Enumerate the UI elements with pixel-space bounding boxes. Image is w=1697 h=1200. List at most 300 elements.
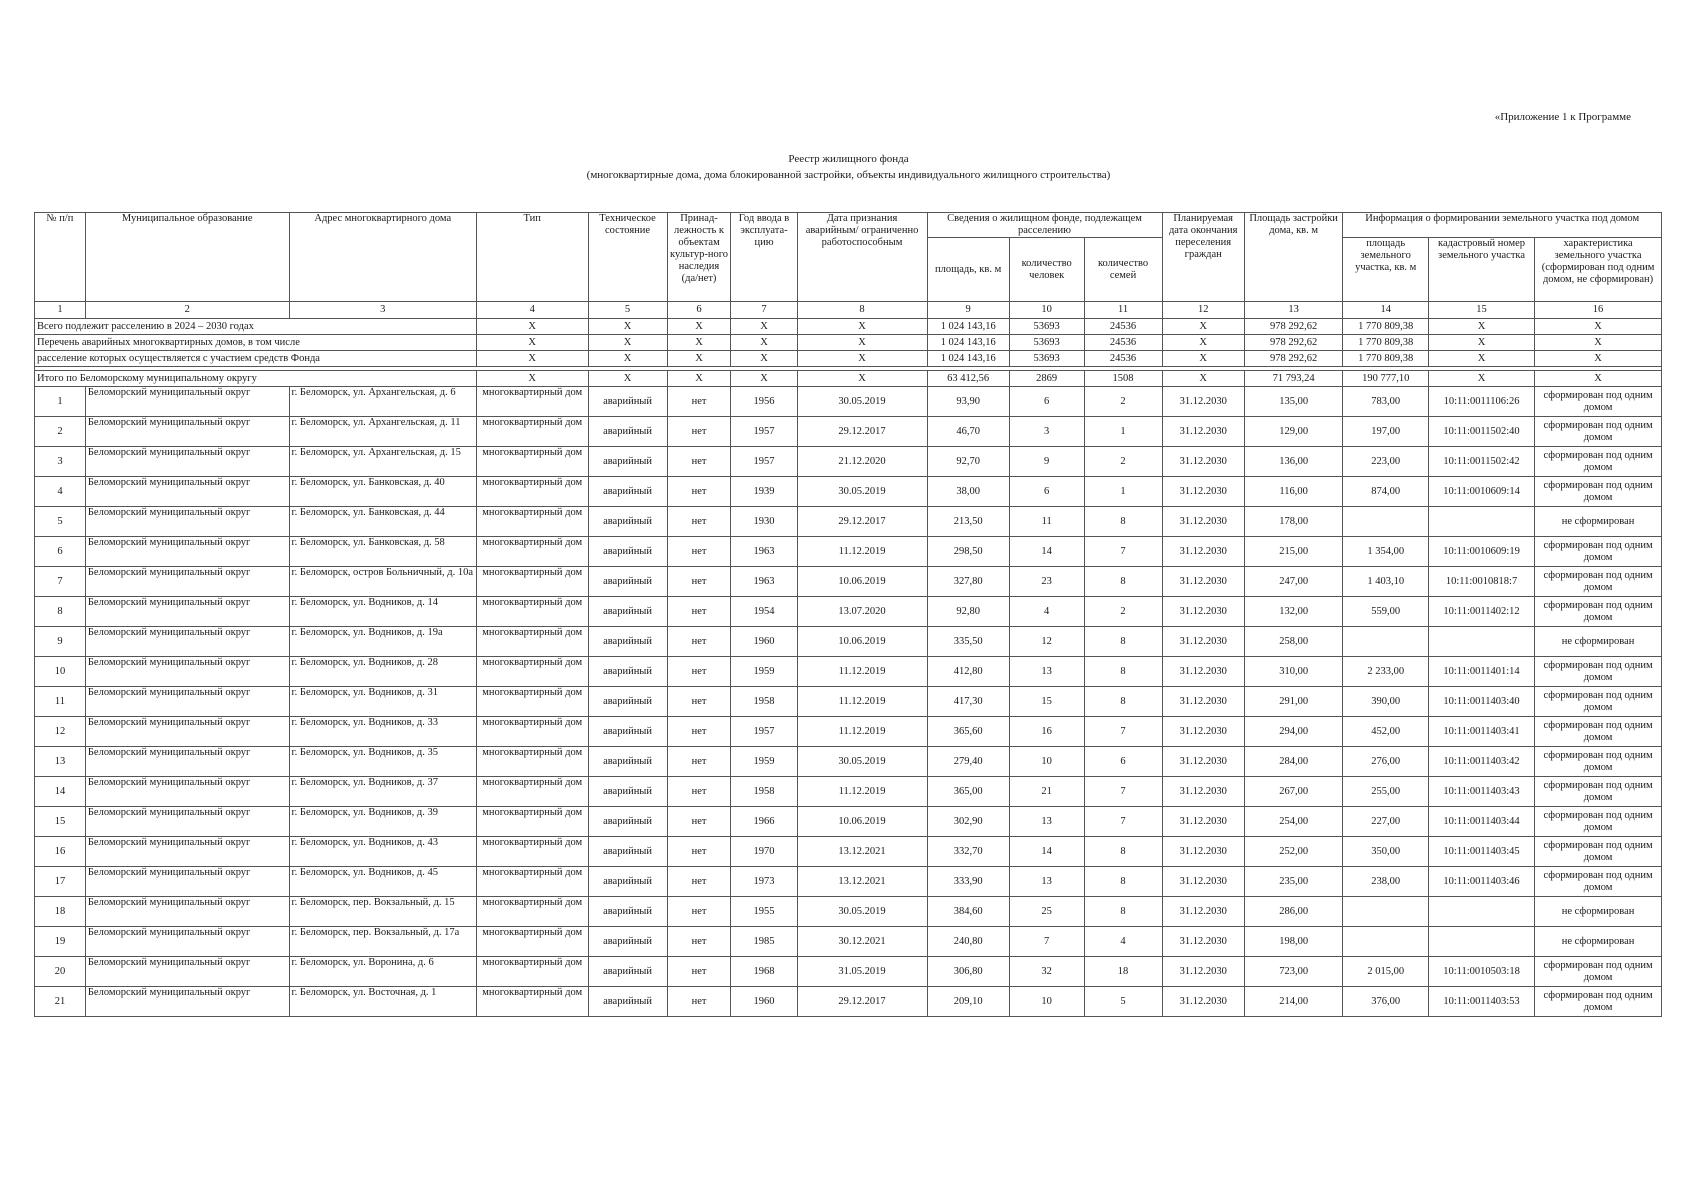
emergency-date: 11.12.2019 xyxy=(797,777,927,807)
people-count: 4 xyxy=(1009,597,1084,627)
municipality: Беломорский муниципальный округ xyxy=(85,477,289,507)
area: 365,00 xyxy=(927,777,1009,807)
type: многоквартирный дом xyxy=(476,777,588,807)
build-area: 252,00 xyxy=(1244,837,1343,867)
summary-cell-c14: 1 770 809,38 xyxy=(1343,319,1429,335)
summary-cell-c13: 978 292,62 xyxy=(1244,351,1343,367)
municipality: Беломорский муниципальный округ xyxy=(85,387,289,417)
summary-cell-c11: 1508 xyxy=(1084,371,1162,387)
summary-cell-c9: 1 024 143,16 xyxy=(927,319,1009,335)
type: многоквартирный дом xyxy=(476,507,588,537)
table-row xyxy=(35,807,1662,837)
people-count: 11 xyxy=(1009,507,1084,537)
emergency-date: 21.12.2020 xyxy=(797,447,927,477)
condition: аварийный xyxy=(588,387,667,417)
municipality: Беломорский муниципальный округ xyxy=(85,627,289,657)
cadastral-number: 10:11:0011403:53 xyxy=(1428,987,1534,1017)
summary-cell-c4: X xyxy=(476,319,588,335)
build-area: 129,00 xyxy=(1244,417,1343,447)
heritage: нет xyxy=(667,627,731,657)
housing-registry-table xyxy=(34,212,1662,1017)
summary-label: расселение которых осуществляется с участием средств Фонда xyxy=(35,351,477,367)
address: г. Беломорск, ул. Водников, д. 35 xyxy=(289,747,476,777)
type: многоквартирный дом xyxy=(476,837,588,867)
condition: аварийный xyxy=(588,777,667,807)
family-count: 7 xyxy=(1084,777,1162,807)
land-area xyxy=(1343,507,1429,537)
planned-date: 31.12.2030 xyxy=(1162,597,1244,627)
build-area: 116,00 xyxy=(1244,477,1343,507)
land-area: 350,00 xyxy=(1343,837,1429,867)
emergency-date: 30.05.2019 xyxy=(797,747,927,777)
build-area: 723,00 xyxy=(1244,957,1343,987)
build-area: 135,00 xyxy=(1244,387,1343,417)
emergency-date: 13.07.2020 xyxy=(797,597,927,627)
emergency-date: 29.12.2017 xyxy=(797,507,927,537)
land-area: 223,00 xyxy=(1343,447,1429,477)
col-header-emergency-date: Дата признания аварийным/ ограниченно работоспособным xyxy=(797,213,927,302)
summary-cell-c12: X xyxy=(1162,351,1244,367)
row-number: 8 xyxy=(35,597,86,627)
heritage: нет xyxy=(667,897,731,927)
address: г. Беломорск, ул. Водников, д. 33 xyxy=(289,717,476,747)
table-row xyxy=(35,987,1662,1017)
summary-label: Итого по Беломорскому муниципальному округу xyxy=(35,371,477,387)
emergency-date: 29.12.2017 xyxy=(797,417,927,447)
summary-cell-c15: X xyxy=(1428,319,1534,335)
type: многоквартирный дом xyxy=(476,447,588,477)
cadastral-number: 10:11:0011403:43 xyxy=(1428,777,1534,807)
year: 1973 xyxy=(731,867,797,897)
area: 209,10 xyxy=(927,987,1009,1017)
type: многоквартирный дом xyxy=(476,747,588,777)
heritage: нет xyxy=(667,687,731,717)
planned-date: 31.12.2030 xyxy=(1162,987,1244,1017)
municipality: Беломорский муниципальный округ xyxy=(85,867,289,897)
summary-cell-c12: X xyxy=(1162,371,1244,387)
cadastral-number xyxy=(1428,627,1534,657)
address: г. Беломорск, ул. Водников, д. 28 xyxy=(289,657,476,687)
summary-cell-c9: 1 024 143,16 xyxy=(927,335,1009,351)
year: 1958 xyxy=(731,687,797,717)
heritage: нет xyxy=(667,537,731,567)
summary-cell-c6: X xyxy=(667,371,731,387)
row-number: 11 xyxy=(35,687,86,717)
planned-date: 31.12.2030 xyxy=(1162,627,1244,657)
table-row xyxy=(35,567,1662,597)
col-group-land: Информация о формировании земельного участка под домом xyxy=(1343,213,1662,238)
family-count: 1 xyxy=(1084,417,1162,447)
area: 38,00 xyxy=(927,477,1009,507)
summary-cell-c6: X xyxy=(667,351,731,367)
column-number: 13 xyxy=(1244,302,1343,319)
table-row xyxy=(35,897,1662,927)
year: 1985 xyxy=(731,927,797,957)
people-count: 6 xyxy=(1009,387,1084,417)
people-count: 13 xyxy=(1009,657,1084,687)
family-count: 8 xyxy=(1084,657,1162,687)
address: г. Беломорск, ул. Банковская, д. 58 xyxy=(289,537,476,567)
land-area: 255,00 xyxy=(1343,777,1429,807)
type: многоквартирный дом xyxy=(476,537,588,567)
summary-cell-c16: X xyxy=(1535,335,1662,351)
summary-cell-c4: X xyxy=(476,335,588,351)
land-char: не сформирован xyxy=(1535,897,1662,927)
build-area: 215,00 xyxy=(1244,537,1343,567)
people-count: 9 xyxy=(1009,447,1084,477)
land-char: сформирован под одним домом xyxy=(1535,657,1662,687)
year: 1968 xyxy=(731,957,797,987)
summary-cell-c4: X xyxy=(476,351,588,367)
row-number: 18 xyxy=(35,897,86,927)
year: 1954 xyxy=(731,597,797,627)
municipality: Беломорский муниципальный округ xyxy=(85,537,289,567)
cadastral-number: 10:11:0010818:7 xyxy=(1428,567,1534,597)
land-area: 276,00 xyxy=(1343,747,1429,777)
summary-cell-c10: 2869 xyxy=(1009,371,1084,387)
cadastral-number: 10:11:0011403:45 xyxy=(1428,837,1534,867)
cadastral-number: 10:11:0010503:18 xyxy=(1428,957,1534,987)
land-char: сформирован под одним домом xyxy=(1535,777,1662,807)
summary-row xyxy=(35,351,1662,367)
municipality: Беломорский муниципальный округ xyxy=(85,597,289,627)
land-area xyxy=(1343,927,1429,957)
land-area: 1 403,10 xyxy=(1343,567,1429,597)
municipality: Беломорский муниципальный округ xyxy=(85,447,289,477)
build-area: 214,00 xyxy=(1244,987,1343,1017)
land-char: сформирован под одним домом xyxy=(1535,447,1662,477)
emergency-date: 30.05.2019 xyxy=(797,387,927,417)
address: г. Беломорск, ул. Водников, д. 37 xyxy=(289,777,476,807)
build-area: 291,00 xyxy=(1244,687,1343,717)
address: г. Беломорск, пер. Вокзальный, д. 17а xyxy=(289,927,476,957)
land-char: сформирован под одним домом xyxy=(1535,567,1662,597)
family-count: 2 xyxy=(1084,447,1162,477)
condition: аварийный xyxy=(588,477,667,507)
land-area: 376,00 xyxy=(1343,987,1429,1017)
col-header-people: количество человек xyxy=(1009,238,1084,302)
condition: аварийный xyxy=(588,447,667,477)
document-title-block xyxy=(0,151,1697,183)
row-number: 10 xyxy=(35,657,86,687)
heritage: нет xyxy=(667,837,731,867)
table-row xyxy=(35,507,1662,537)
build-area: 136,00 xyxy=(1244,447,1343,477)
cadastral-number: 10:11:0011402:12 xyxy=(1428,597,1534,627)
municipality: Беломорский муниципальный округ xyxy=(85,837,289,867)
build-area: 286,00 xyxy=(1244,897,1343,927)
condition: аварийный xyxy=(588,627,667,657)
emergency-date: 11.12.2019 xyxy=(797,687,927,717)
summary-cell-c16: X xyxy=(1535,351,1662,367)
heritage: нет xyxy=(667,927,731,957)
year: 1930 xyxy=(731,507,797,537)
summary-cell-c16: X xyxy=(1535,371,1662,387)
area: 46,70 xyxy=(927,417,1009,447)
cadastral-number: 10:11:0011403:41 xyxy=(1428,717,1534,747)
planned-date: 31.12.2030 xyxy=(1162,417,1244,447)
summary-cell-c13: 978 292,62 xyxy=(1244,319,1343,335)
land-area xyxy=(1343,627,1429,657)
build-area: 247,00 xyxy=(1244,567,1343,597)
land-area xyxy=(1343,897,1429,927)
cadastral-number: 10:11:0011502:42 xyxy=(1428,447,1534,477)
column-number: 4 xyxy=(476,302,588,319)
heritage: нет xyxy=(667,507,731,537)
address: г. Беломорск, пер. Вокзальный, д. 15 xyxy=(289,897,476,927)
municipality: Беломорский муниципальный округ xyxy=(85,657,289,687)
table-row xyxy=(35,867,1662,897)
area: 93,90 xyxy=(927,387,1009,417)
family-count: 4 xyxy=(1084,927,1162,957)
build-area: 178,00 xyxy=(1244,507,1343,537)
planned-date: 31.12.2030 xyxy=(1162,927,1244,957)
condition: аварийный xyxy=(588,807,667,837)
year: 1939 xyxy=(731,477,797,507)
address: г. Беломорск, ул. Архангельская, д. 11 xyxy=(289,417,476,447)
type: многоквартирный дом xyxy=(476,717,588,747)
family-count: 8 xyxy=(1084,687,1162,717)
planned-date: 31.12.2030 xyxy=(1162,867,1244,897)
summary-cell-c8: X xyxy=(797,319,927,335)
row-number: 19 xyxy=(35,927,86,957)
family-count: 8 xyxy=(1084,867,1162,897)
area: 335,50 xyxy=(927,627,1009,657)
emergency-date: 30.12.2021 xyxy=(797,927,927,957)
planned-date: 31.12.2030 xyxy=(1162,687,1244,717)
year: 1958 xyxy=(731,777,797,807)
type: многоквартирный дом xyxy=(476,927,588,957)
land-char: сформирован под одним домом xyxy=(1535,957,1662,987)
address: г. Беломорск, остров Больничный, д. 10а xyxy=(289,567,476,597)
heritage: нет xyxy=(667,447,731,477)
type: многоквартирный дом xyxy=(476,657,588,687)
year: 1960 xyxy=(731,987,797,1017)
summary-cell-c10: 53693 xyxy=(1009,335,1084,351)
address: г. Беломорск, ул. Водников, д. 43 xyxy=(289,837,476,867)
table-row xyxy=(35,417,1662,447)
summary-cell-c9: 63 412,56 xyxy=(927,371,1009,387)
heritage: нет xyxy=(667,477,731,507)
emergency-date: 11.12.2019 xyxy=(797,537,927,567)
year: 1959 xyxy=(731,657,797,687)
land-char: сформирован под одним домом xyxy=(1535,417,1662,447)
row-number: 13 xyxy=(35,747,86,777)
family-count: 18 xyxy=(1084,957,1162,987)
header-row xyxy=(35,213,1662,238)
year: 1956 xyxy=(731,387,797,417)
column-number: 9 xyxy=(927,302,1009,319)
land-area: 2 233,00 xyxy=(1343,657,1429,687)
year: 1959 xyxy=(731,747,797,777)
table-row xyxy=(35,777,1662,807)
table-row xyxy=(35,447,1662,477)
year: 1957 xyxy=(731,447,797,477)
area: 92,80 xyxy=(927,597,1009,627)
land-char: сформирован под одним домом xyxy=(1535,717,1662,747)
row-number: 9 xyxy=(35,627,86,657)
summary-cell-c15: X xyxy=(1428,335,1534,351)
area: 384,60 xyxy=(927,897,1009,927)
land-area: 227,00 xyxy=(1343,807,1429,837)
people-count: 21 xyxy=(1009,777,1084,807)
cadastral-number: 10:11:0011403:46 xyxy=(1428,867,1534,897)
family-count: 2 xyxy=(1084,597,1162,627)
summary-cell-c7: X xyxy=(731,351,797,367)
cadastral-number: 10:11:0010609:19 xyxy=(1428,537,1534,567)
column-number-row xyxy=(35,302,1662,319)
cadastral-number: 10:11:0011502:40 xyxy=(1428,417,1534,447)
row-number: 15 xyxy=(35,807,86,837)
build-area: 294,00 xyxy=(1244,717,1343,747)
heritage: нет xyxy=(667,387,731,417)
type: многоквартирный дом xyxy=(476,567,588,597)
area: 306,80 xyxy=(927,957,1009,987)
area: 298,50 xyxy=(927,537,1009,567)
people-count: 14 xyxy=(1009,837,1084,867)
municipality: Беломорский муниципальный округ xyxy=(85,987,289,1017)
build-area: 235,00 xyxy=(1244,867,1343,897)
address: г. Беломорск, ул. Водников, д. 14 xyxy=(289,597,476,627)
address: г. Беломорск, ул. Водников, д. 39 xyxy=(289,807,476,837)
summary-cell-c15: X xyxy=(1428,351,1534,367)
condition: аварийный xyxy=(588,657,667,687)
condition: аварийный xyxy=(588,897,667,927)
land-char: сформирован под одним домом xyxy=(1535,687,1662,717)
municipality: Беломорский муниципальный округ xyxy=(85,507,289,537)
summary-cell-c4: X xyxy=(476,371,588,387)
municipality: Беломорский муниципальный округ xyxy=(85,567,289,597)
heritage: нет xyxy=(667,567,731,597)
area: 92,70 xyxy=(927,447,1009,477)
year: 1970 xyxy=(731,837,797,867)
people-count: 32 xyxy=(1009,957,1084,987)
condition: аварийный xyxy=(588,987,667,1017)
land-area: 559,00 xyxy=(1343,597,1429,627)
table-row xyxy=(35,837,1662,867)
family-count: 8 xyxy=(1084,897,1162,927)
row-number: 5 xyxy=(35,507,86,537)
cadastral-number: 10:11:0011106:26 xyxy=(1428,387,1534,417)
family-count: 7 xyxy=(1084,537,1162,567)
summary-cell-c13: 71 793,24 xyxy=(1244,371,1343,387)
row-number: 14 xyxy=(35,777,86,807)
people-count: 25 xyxy=(1009,897,1084,927)
people-count: 6 xyxy=(1009,477,1084,507)
summary-cell-c7: X xyxy=(731,335,797,351)
document-subtitle: (многоквартирные дома, дома блокированной застройки, объекты индивидуального жилищного строительства) xyxy=(586,169,1111,181)
year: 1957 xyxy=(731,717,797,747)
summary-cell-c11: 24536 xyxy=(1084,351,1162,367)
land-area: 238,00 xyxy=(1343,867,1429,897)
planned-date: 31.12.2030 xyxy=(1162,897,1244,927)
year: 1955 xyxy=(731,897,797,927)
people-count: 10 xyxy=(1009,747,1084,777)
condition: аварийный xyxy=(588,597,667,627)
heritage: нет xyxy=(667,747,731,777)
people-count: 3 xyxy=(1009,417,1084,447)
col-header-heritage: Принад-лежность к объектам культур-ного наследия (да/нет) xyxy=(667,213,731,302)
type: многоквартирный дом xyxy=(476,867,588,897)
col-header-build-area: Площадь застройки дома, кв. м xyxy=(1244,213,1343,302)
table-row xyxy=(35,747,1662,777)
municipality: Беломорский муниципальный округ xyxy=(85,807,289,837)
condition: аварийный xyxy=(588,747,667,777)
planned-date: 31.12.2030 xyxy=(1162,507,1244,537)
land-char: не сформирован xyxy=(1535,507,1662,537)
land-area: 452,00 xyxy=(1343,717,1429,747)
column-number: 5 xyxy=(588,302,667,319)
col-group-housing: Сведения о жилищном фонде, подлежащем расселению xyxy=(927,213,1162,238)
type: многоквартирный дом xyxy=(476,627,588,657)
row-number: 3 xyxy=(35,447,86,477)
emergency-date: 10.06.2019 xyxy=(797,627,927,657)
emergency-date: 13.12.2021 xyxy=(797,867,927,897)
type: многоквартирный дом xyxy=(476,597,588,627)
family-count: 1 xyxy=(1084,477,1162,507)
condition: аварийный xyxy=(588,417,667,447)
land-char: сформирован под одним домом xyxy=(1535,597,1662,627)
build-area: 254,00 xyxy=(1244,807,1343,837)
land-char: сформирован под одним домом xyxy=(1535,537,1662,567)
summary-row xyxy=(35,371,1662,387)
summary-label: Перечень аварийных многоквартирных домов, в том числе xyxy=(35,335,477,351)
year: 1963 xyxy=(731,567,797,597)
summary-cell-c16: X xyxy=(1535,319,1662,335)
build-area: 267,00 xyxy=(1244,777,1343,807)
summary-label: Всего подлежит расселению в 2024 – 2030 годах xyxy=(35,319,477,335)
type: многоквартирный дом xyxy=(476,417,588,447)
address: г. Беломорск, ул. Воронина, д. 6 xyxy=(289,957,476,987)
summary-cell-c8: X xyxy=(797,335,927,351)
planned-date: 31.12.2030 xyxy=(1162,657,1244,687)
table-row xyxy=(35,927,1662,957)
family-count: 6 xyxy=(1084,747,1162,777)
family-count: 8 xyxy=(1084,567,1162,597)
type: многоквартирный дом xyxy=(476,687,588,717)
column-number: 14 xyxy=(1343,302,1429,319)
column-number: 16 xyxy=(1535,302,1662,319)
column-number: 2 xyxy=(85,302,289,319)
municipality: Беломорский муниципальный округ xyxy=(85,927,289,957)
cadastral-number: 10:11:0010609:14 xyxy=(1428,477,1534,507)
summary-cell-c10: 53693 xyxy=(1009,319,1084,335)
heritage: нет xyxy=(667,657,731,687)
cadastral-number: 10:11:0011401:14 xyxy=(1428,657,1534,687)
people-count: 23 xyxy=(1009,567,1084,597)
heritage: нет xyxy=(667,867,731,897)
planned-date: 31.12.2030 xyxy=(1162,957,1244,987)
emergency-date: 10.06.2019 xyxy=(797,807,927,837)
emergency-date: 13.12.2021 xyxy=(797,837,927,867)
emergency-date: 31.05.2019 xyxy=(797,957,927,987)
heritage: нет xyxy=(667,597,731,627)
area: 332,70 xyxy=(927,837,1009,867)
land-char: сформирован под одним домом xyxy=(1535,477,1662,507)
planned-date: 31.12.2030 xyxy=(1162,537,1244,567)
summary-cell-c14: 1 770 809,38 xyxy=(1343,351,1429,367)
col-header-land-char: характеристика земельного участка (сформирован под одним домом, не сформирован) xyxy=(1535,238,1662,302)
summary-cell-c15: X xyxy=(1428,371,1534,387)
col-header-cadastral: кадастровый номер земельного участка xyxy=(1428,238,1534,302)
municipality: Беломорский муниципальный округ xyxy=(85,957,289,987)
people-count: 14 xyxy=(1009,537,1084,567)
row-number: 1 xyxy=(35,387,86,417)
municipality: Беломорский муниципальный округ xyxy=(85,747,289,777)
table-row xyxy=(35,687,1662,717)
land-area: 2 015,00 xyxy=(1343,957,1429,987)
summary-cell-c14: 190 777,10 xyxy=(1343,371,1429,387)
